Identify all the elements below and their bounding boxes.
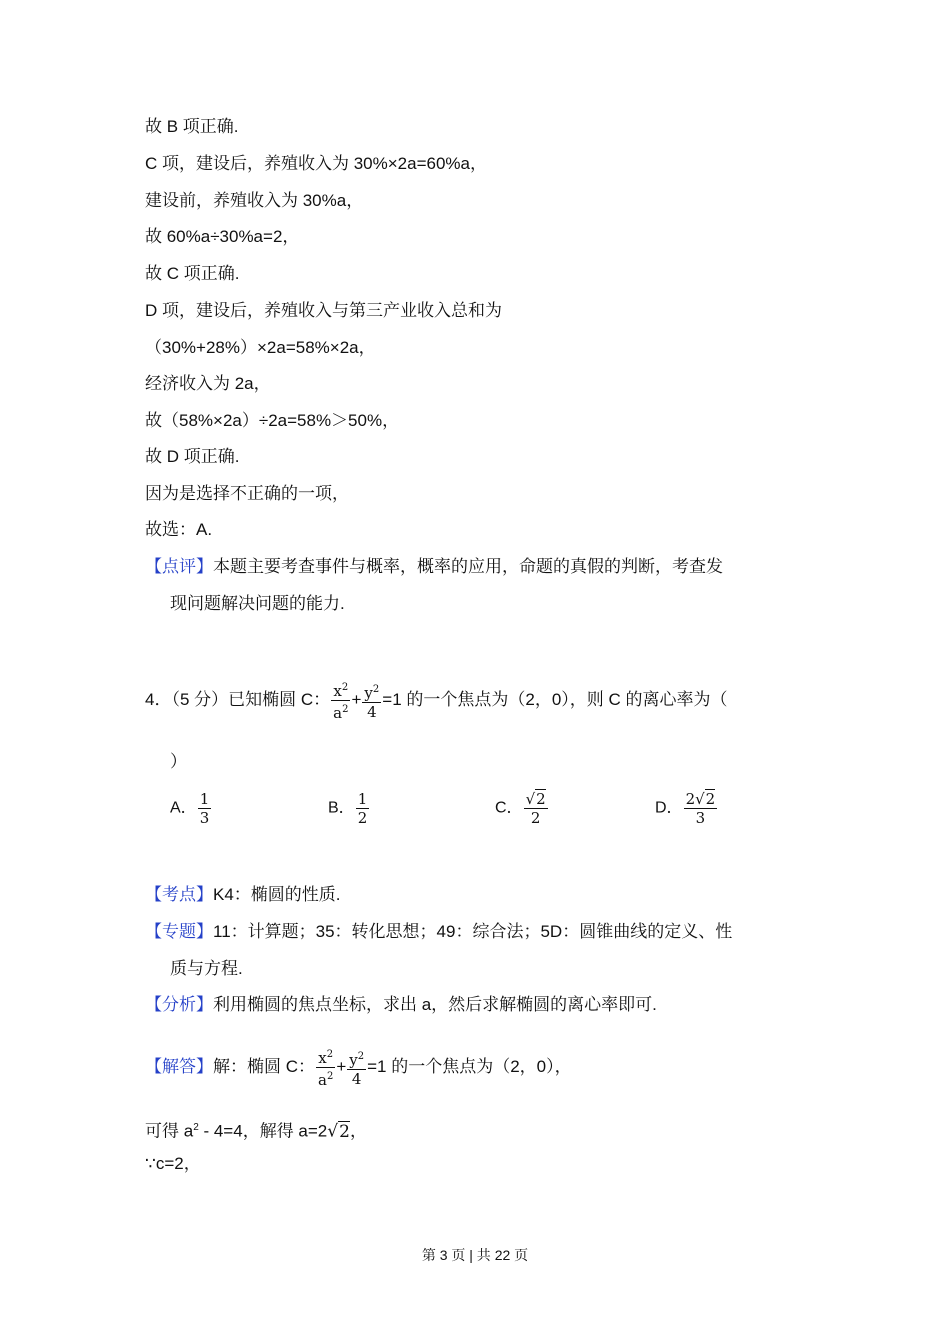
num: 1	[357, 790, 368, 808]
question-close: ）	[170, 752, 187, 771]
kaodian-text: K4：椭圆的性质.	[213, 885, 341, 904]
review-text-cont: 现问题解决问题的能力.	[170, 594, 345, 613]
var: a	[333, 704, 343, 723]
review	[145, 556, 723, 578]
plus: +	[351, 690, 362, 709]
num: 1	[199, 790, 210, 808]
text-line: 故选：A.	[145, 520, 213, 539]
fraction-x2-a2	[316, 1046, 335, 1089]
exp: 2	[193, 1122, 199, 1133]
radicand: 2	[536, 790, 546, 808]
zhuanti	[145, 921, 732, 943]
exp: 2	[342, 704, 349, 716]
den: 2	[530, 809, 541, 827]
kaodian-tag: 【考点】	[145, 885, 213, 904]
jieda-tag: 【解答】	[145, 1057, 213, 1076]
text: ，	[349, 1121, 367, 1141]
var: x	[318, 1049, 327, 1068]
question-prefix: 4．（5 分）已知椭圆 C：	[145, 690, 331, 709]
den: 4	[367, 702, 377, 721]
text-line: （30%+28%）×2a=58%×2a，	[145, 338, 376, 357]
den: 3	[199, 809, 210, 827]
option-c[interactable]: C． $\frac{√2}{2}$	[495, 790, 546, 827]
text-line: 故 C 项正确.	[145, 264, 240, 283]
review-text: 本题主要考查事件与概率，概率的应用，命题的真假的判断，考查发	[213, 557, 723, 576]
radicand: 2	[339, 1121, 350, 1142]
den: 4	[351, 1069, 362, 1088]
solution-step-2: ∵c=2，	[145, 1154, 201, 1173]
var: y	[349, 1050, 358, 1069]
zhuanti-tag: 【专题】	[145, 922, 213, 941]
var: a	[318, 1071, 327, 1090]
text-line: 故（58%×2a）÷2a=58%＞50%，	[145, 411, 400, 430]
jieda-prefix: 解：椭圆 C：	[213, 1057, 315, 1076]
text-line: 经济收入为 2a，	[145, 374, 271, 393]
solution-step-1: 可得 $a^2 - 4=4$，解得 a=2√2，	[145, 1121, 367, 1142]
text-line: 因为是选择不正确的一项，	[145, 484, 349, 503]
option-b[interactable]	[328, 790, 370, 827]
text-line: 故 D 项正确.	[145, 447, 240, 466]
zhuanti-text: 11：计算题；35：转化思想；49：综合法；5D：圆锥曲线的定义、性	[213, 922, 733, 941]
fraction-x2-a2	[331, 679, 350, 722]
exp: 2	[372, 683, 380, 695]
fraction-y2-4	[347, 1048, 366, 1088]
text-line: C 项，建设后，养殖收入为 30%×2a=60%a，	[145, 154, 487, 173]
exp: 2	[326, 1071, 334, 1083]
var: y	[364, 683, 373, 702]
text-line: 建设前，养殖收入为 30%a，	[145, 191, 364, 210]
kaodian	[145, 884, 341, 906]
option-d[interactable]: D． $\frac{2√2}{3}$	[655, 790, 716, 827]
option-label: B．	[328, 799, 355, 817]
option-a[interactable]	[170, 790, 212, 827]
plus: +	[336, 1057, 347, 1076]
exp: 2	[341, 682, 349, 694]
exp: 2	[326, 1049, 334, 1061]
text-line: D 项，建设后，养殖收入与第三产业收入总和为	[145, 301, 502, 320]
option-label: D．	[655, 799, 683, 817]
jieda-suffix: =1 的一个焦点为（2，0），	[367, 1057, 572, 1076]
question-suffix: =1 的一个焦点为（2，0），则 C 的离心率为（	[382, 690, 728, 709]
review-tag: 【点评】	[145, 557, 213, 576]
exp: 2	[357, 1050, 365, 1062]
fraction-y2-4	[362, 681, 381, 721]
option-label: A．	[170, 799, 197, 817]
coef: 2	[685, 790, 696, 808]
fenxi-tag: 【分析】	[145, 995, 213, 1014]
text-line: 故 60%a÷30%a=2，	[145, 227, 300, 246]
text-line: 故 B 项正确.	[145, 117, 239, 136]
fenxi-text: 利用椭圆的焦点坐标，求出 a，然后求解椭圆的离心率即可.	[213, 995, 657, 1014]
page-footer: 第 3 页 | 共 22 页	[421, 1247, 529, 1263]
zhuanti-text-cont: 质与方程.	[170, 959, 243, 978]
jieda	[145, 1037, 572, 1097]
fenxi	[145, 994, 657, 1016]
text: - 4=4，解得 a=2	[198, 1121, 328, 1141]
option-label: C．	[495, 799, 523, 817]
den: 3	[695, 809, 706, 827]
den: 2	[357, 809, 368, 827]
question-stem	[145, 670, 728, 730]
radicand: 2	[705, 790, 716, 808]
text: 可得 a	[145, 1121, 194, 1141]
var: x	[333, 682, 342, 701]
